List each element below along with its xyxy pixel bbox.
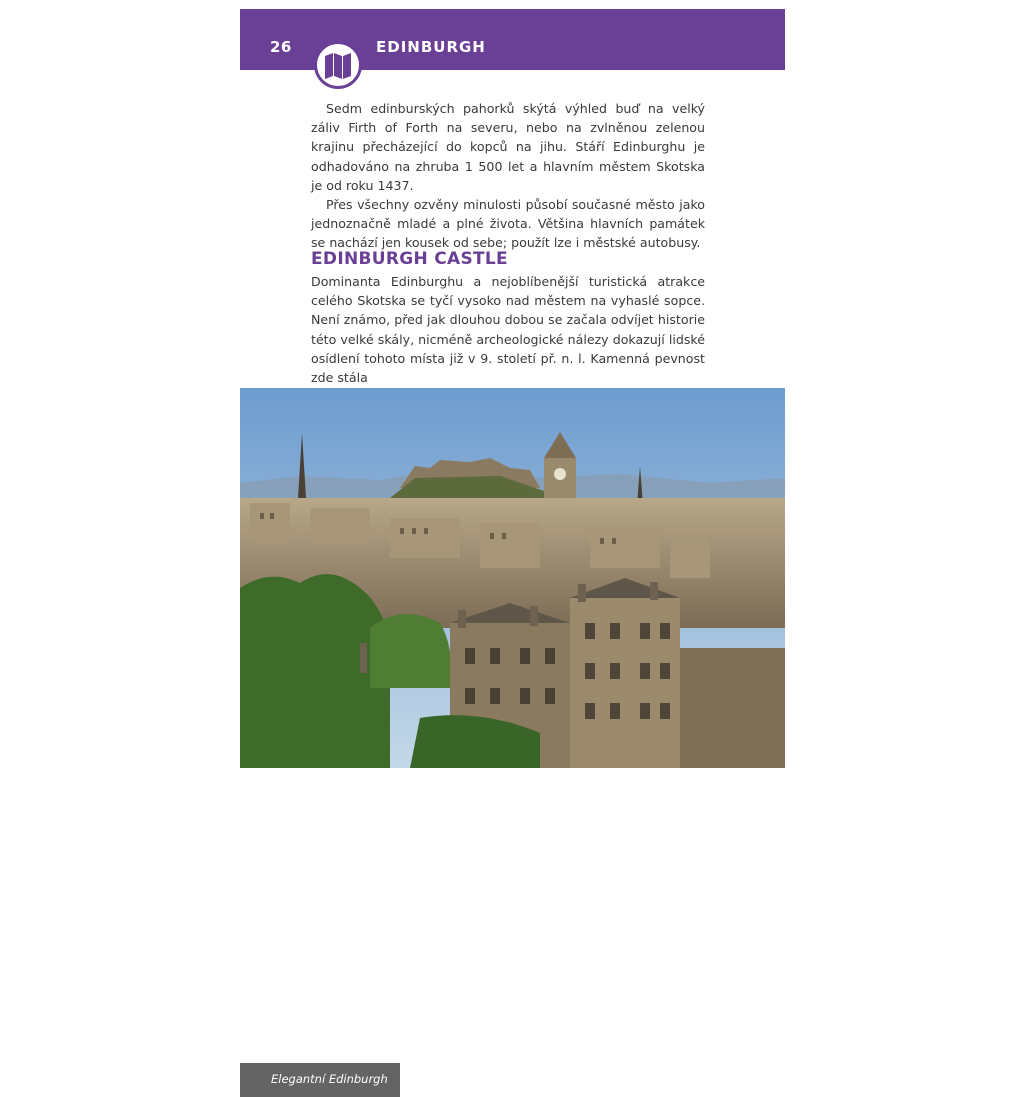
photo-caption-text: Elegantní Edinburgh xyxy=(271,1072,388,1086)
intro-paragraph: Sedm edinburských pahorků skýtá výhled buď na velký záliv Firth of Forth na severu, nebo na zvlněnou zelenou krajinu přecházející do kopců na jihu. Stáří Edinburghu je odhadováno na zhruba 1 500 let a hlavním městem Skotska je od roku 1437. xyxy=(311,101,705,193)
castle-heading: EDINBURGH CASTLE xyxy=(311,249,508,269)
intro-paragraph: Přes všechny ozvěny minulosti působí současné město jako jednoznačně mladé a plné života. Většina hlavních památek se nachází jen kousek od sebe; použít lze i městské autobusy. xyxy=(311,197,705,251)
section-title: EDINBURGH xyxy=(376,38,486,56)
map-badge xyxy=(314,41,362,89)
page-number: 26 xyxy=(270,38,292,56)
guidebook-page xyxy=(240,9,785,1086)
intro-text xyxy=(311,99,705,253)
map-icon xyxy=(324,53,352,79)
edinburgh-photo xyxy=(240,388,785,1086)
castle-text: Dominanta Edinburghu a nejoblíbenější turistická atrakce celého Skotska se tyčí vysoko nad městem na vyhaslé sopce. Není známo, před jak dlouhou dobou se začala odvíjet historie této velké skály, nicméně archeologické nálezy dokazují lidské osídlení tohoto místa již v 9. století př. n. l. Kamenná pevnost zde stála xyxy=(311,274,705,386)
photo-caption xyxy=(240,1063,400,1097)
city-skyline-image xyxy=(240,388,785,768)
